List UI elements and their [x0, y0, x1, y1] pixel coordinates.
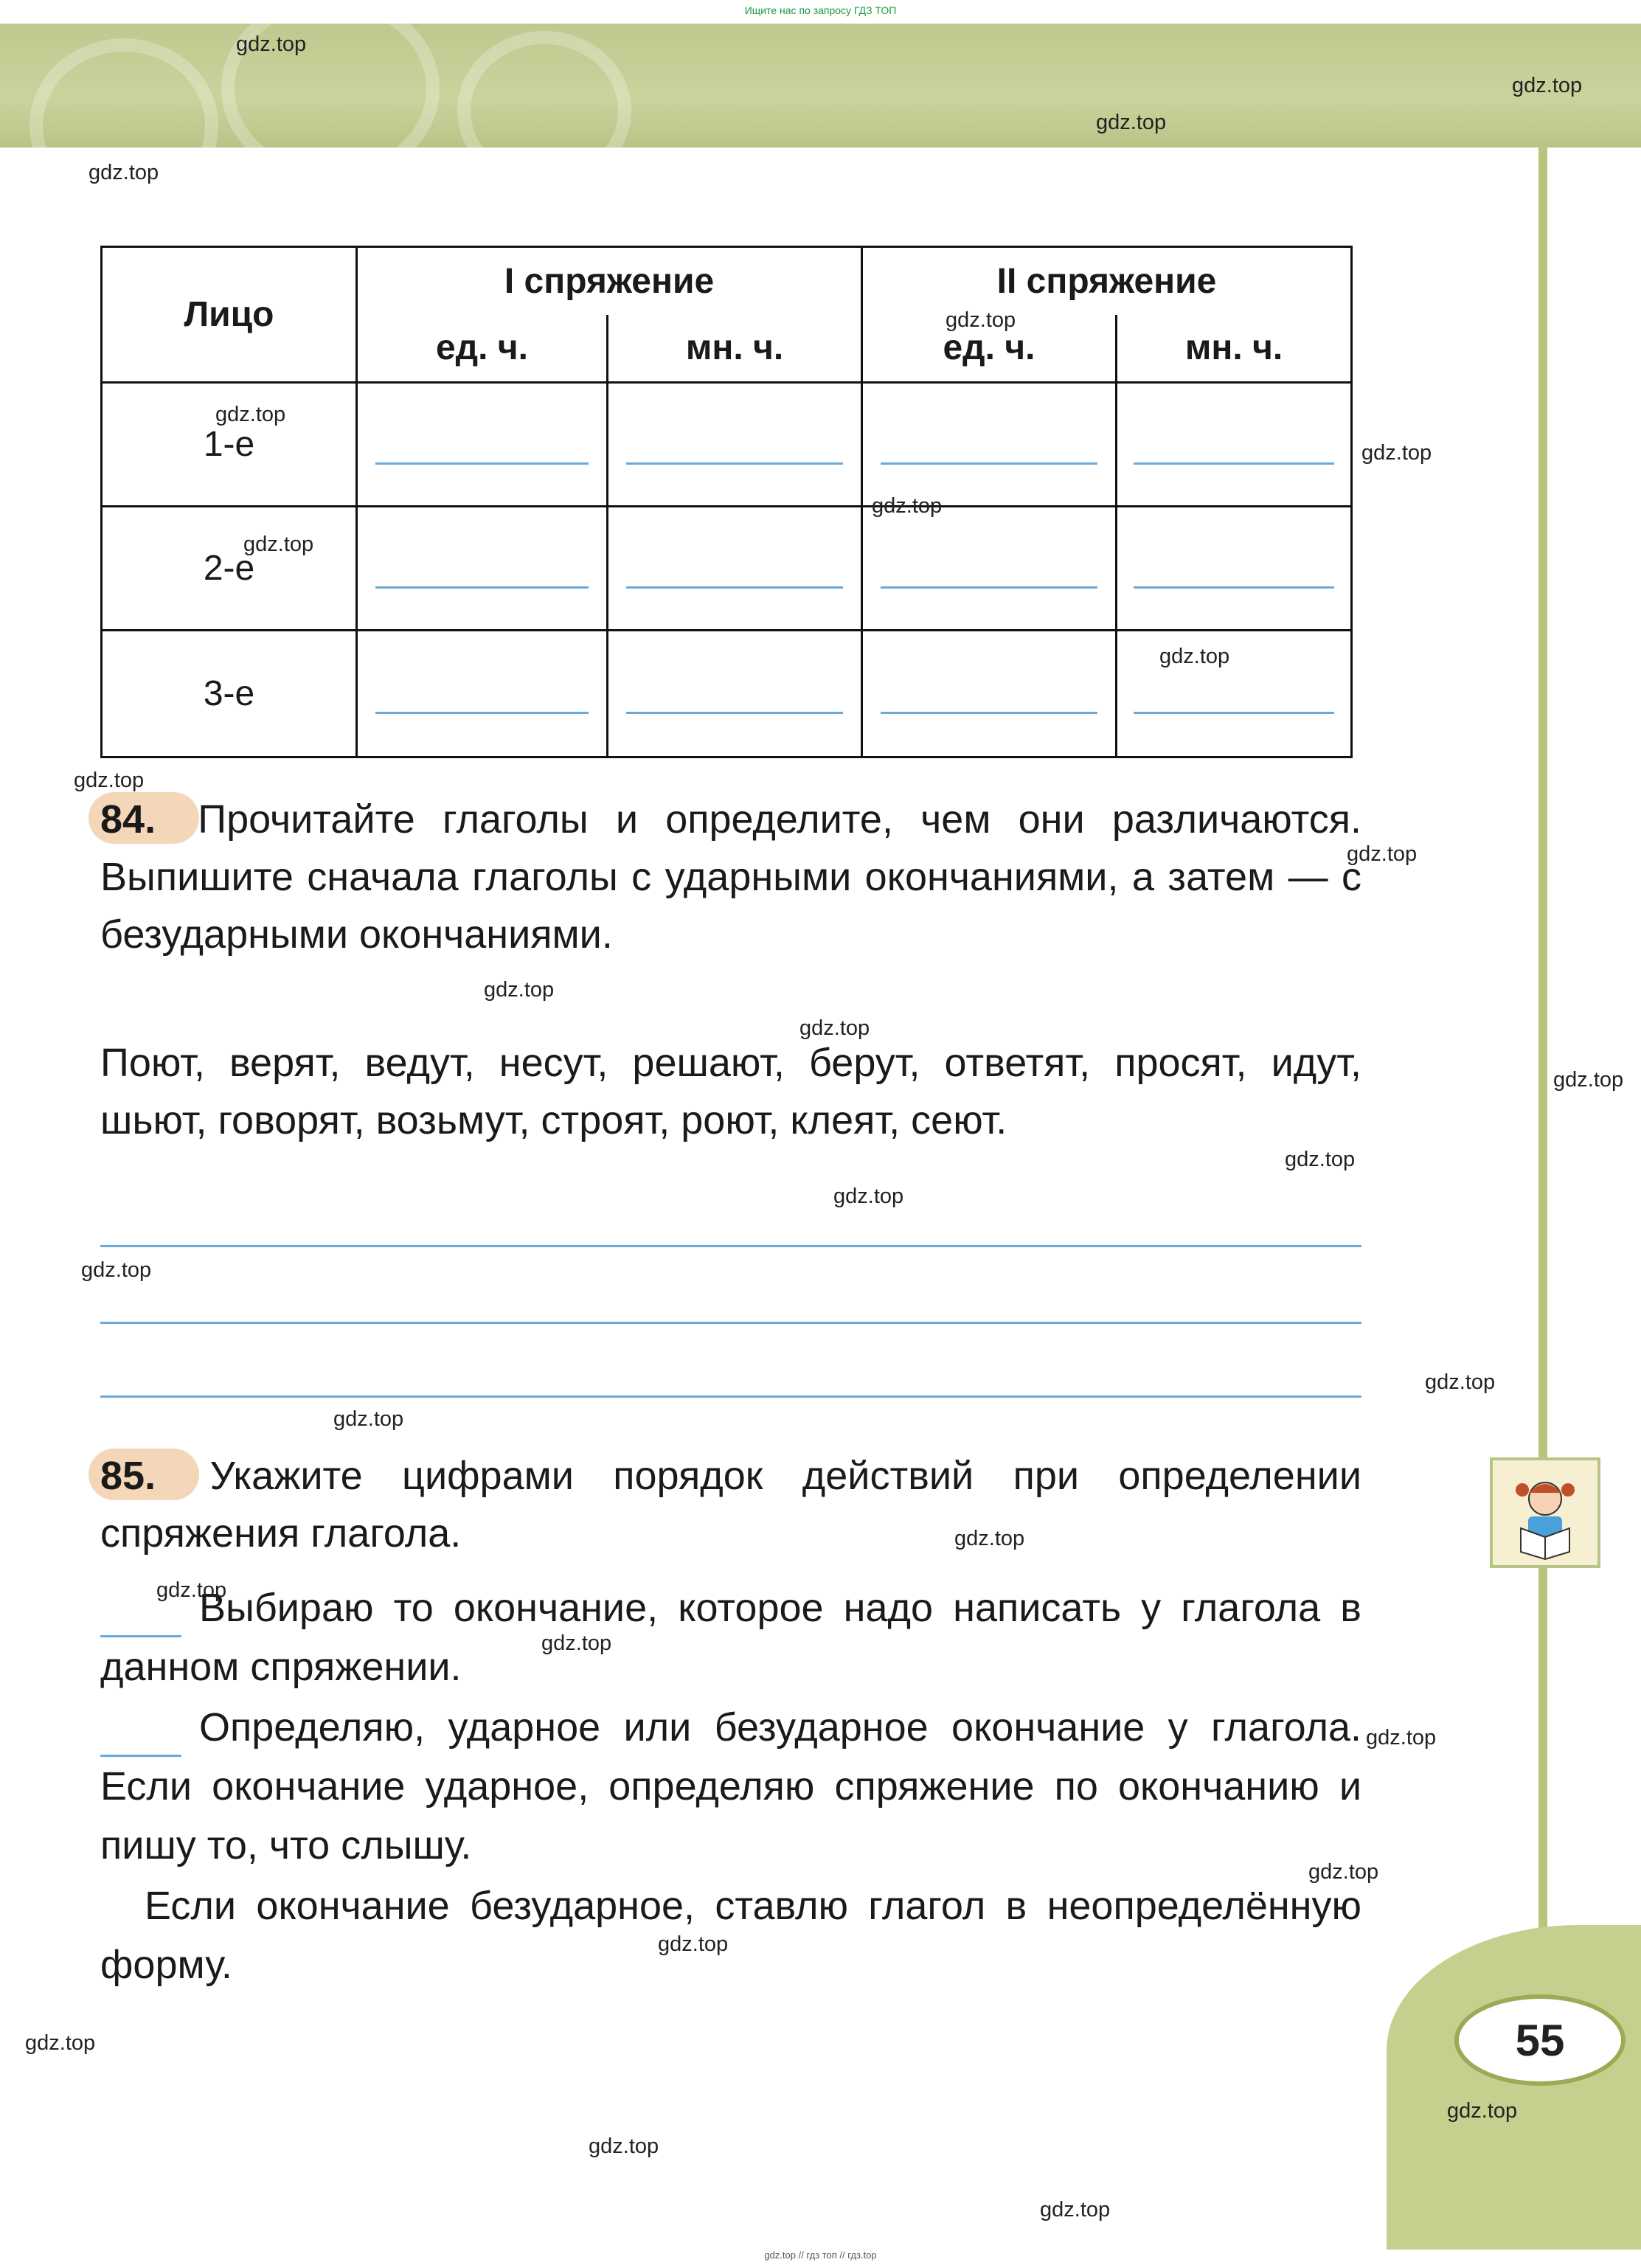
- header-person: Лицо: [102, 247, 357, 383]
- table-row: [102, 383, 1352, 507]
- ending-blank[interactable]: [862, 631, 1117, 757]
- watermark-text: gdz.top: [1553, 1068, 1624, 1092]
- table-row: [102, 507, 1352, 631]
- page-number: 55: [1454, 1994, 1626, 2086]
- header-conj-2: II спряжение: [862, 247, 1352, 315]
- watermark-text: gdz.top: [954, 1527, 1025, 1550]
- step-item-continued: Если окончание безударное, ставлю глагол в неопределённую форму.: [100, 1884, 1361, 1987]
- step-text: Определяю, ударное или безударное окончание у глагола. Если окончание ударное, определяю спряжение по окончанию и пишу то, что слышу.: [100, 1705, 1361, 1868]
- watermark-text: gdz.top: [1361, 441, 1432, 465]
- watermark-text: gdz.top: [1308, 1860, 1379, 1884]
- ending-blank[interactable]: [357, 383, 608, 507]
- watermark-text: gdz.top: [872, 494, 943, 518]
- answer-line[interactable]: [100, 1245, 1361, 1247]
- watermark-text: gdz.top: [946, 308, 1016, 332]
- exercise-84-task: [100, 791, 1361, 963]
- exercise-number: 84.: [100, 791, 170, 848]
- watermark-text: gdz.top: [1512, 74, 1583, 97]
- watermark-text: gdz.top: [833, 1185, 904, 1208]
- ending-blank[interactable]: [862, 507, 1117, 631]
- watermark-text: gdz.top: [89, 161, 159, 184]
- reading-girl-icon: [1490, 1457, 1600, 1568]
- answer-line[interactable]: [100, 1322, 1361, 1324]
- watermark-text: gdz.top: [215, 403, 286, 426]
- ending-blank[interactable]: [357, 631, 608, 757]
- exercise-85-task: [100, 1447, 1361, 1562]
- watermark-text: gdz.top: [799, 1016, 870, 1040]
- watermark-text: gdz.top: [541, 1631, 612, 1655]
- watermark-text: gdz.top: [658, 1932, 729, 1956]
- exercise-84-words: Поют, верят, ведут, несут, решают, берут, ответят, просят, идут, шьют, говорят, возьмут, строят, роют, клеят, сеют.: [100, 1041, 1361, 1142]
- header-singular: ед. ч.: [357, 315, 608, 383]
- header-plural: мн. ч.: [608, 315, 862, 383]
- watermark-text: gdz.top: [1425, 1370, 1496, 1394]
- watermark-text: gdz.top: [81, 1258, 152, 1282]
- person-cell: 1-е: [102, 383, 357, 507]
- watermark-text: gdz.top: [1096, 111, 1167, 134]
- watermark-text: gdz.top: [1347, 842, 1418, 866]
- ending-blank[interactable]: [608, 383, 862, 507]
- step-item: [100, 1698, 1361, 1875]
- header-singular: ед. ч.: [862, 315, 1117, 383]
- exercise-number: 85.: [100, 1447, 170, 1505]
- watermark-text: gdz.top: [1366, 1726, 1437, 1749]
- conjugation-table: [100, 246, 1353, 758]
- watermark-text: gdz.top: [74, 769, 145, 792]
- watermark-text: gdz.top: [1447, 2099, 1518, 2123]
- page-corner-decoration: [1387, 1925, 1641, 2250]
- watermark-text: gdz.top: [1159, 645, 1230, 668]
- watermark-text: gdz.top: [156, 1578, 227, 1602]
- search-hint: Ищите нас по запросу ГДЗ ТОП: [744, 4, 897, 16]
- exercise-text: Укажите цифрами порядок действий при определении спряжения глагола.: [100, 1454, 1361, 1556]
- watermark-text: gdz.top: [1285, 1148, 1356, 1171]
- ending-blank[interactable]: [357, 507, 608, 631]
- watermark-text: gdz.top: [25, 2031, 96, 2055]
- answer-line[interactable]: [100, 1395, 1361, 1398]
- ending-blank[interactable]: [1117, 507, 1352, 631]
- watermark-text: gdz.top: [243, 533, 314, 556]
- ending-blank[interactable]: [1117, 631, 1352, 757]
- ending-blank[interactable]: [608, 507, 862, 631]
- order-blank[interactable]: [100, 1604, 181, 1637]
- person-cell: 3-е: [102, 631, 357, 757]
- ending-blank[interactable]: [1117, 383, 1352, 507]
- watermark-text: gdz.top: [589, 2135, 659, 2158]
- ending-blank[interactable]: [862, 383, 1117, 507]
- watermark-text: gdz.top: [333, 1407, 404, 1431]
- ending-blank[interactable]: [608, 631, 862, 757]
- watermark-text: gdz.top: [484, 978, 555, 1002]
- watermark-text: gdz.top: [1040, 2198, 1111, 2222]
- header-plural: мн. ч.: [1117, 315, 1352, 383]
- step-item: [100, 1578, 1361, 1696]
- header-conj-1: I спряжение: [357, 247, 862, 315]
- person-cell: 2-е: [102, 507, 357, 631]
- watermark-text: gdz.top: [236, 32, 307, 56]
- page-margin-rule: [1538, 148, 1547, 2021]
- footer-note: gdz.top // гдз топ // гдз.top: [764, 2250, 877, 2261]
- exercise-text: Прочитайте глаголы и определите, чем они различаются. Выпишите сначала глаголы с ударными окончаниями, а затем — с безударными окончаниями.: [100, 797, 1361, 957]
- order-blank[interactable]: [100, 1724, 181, 1757]
- step-text: Выбираю то окончание, которое надо написать у глагола в данном спряжении.: [100, 1586, 1361, 1689]
